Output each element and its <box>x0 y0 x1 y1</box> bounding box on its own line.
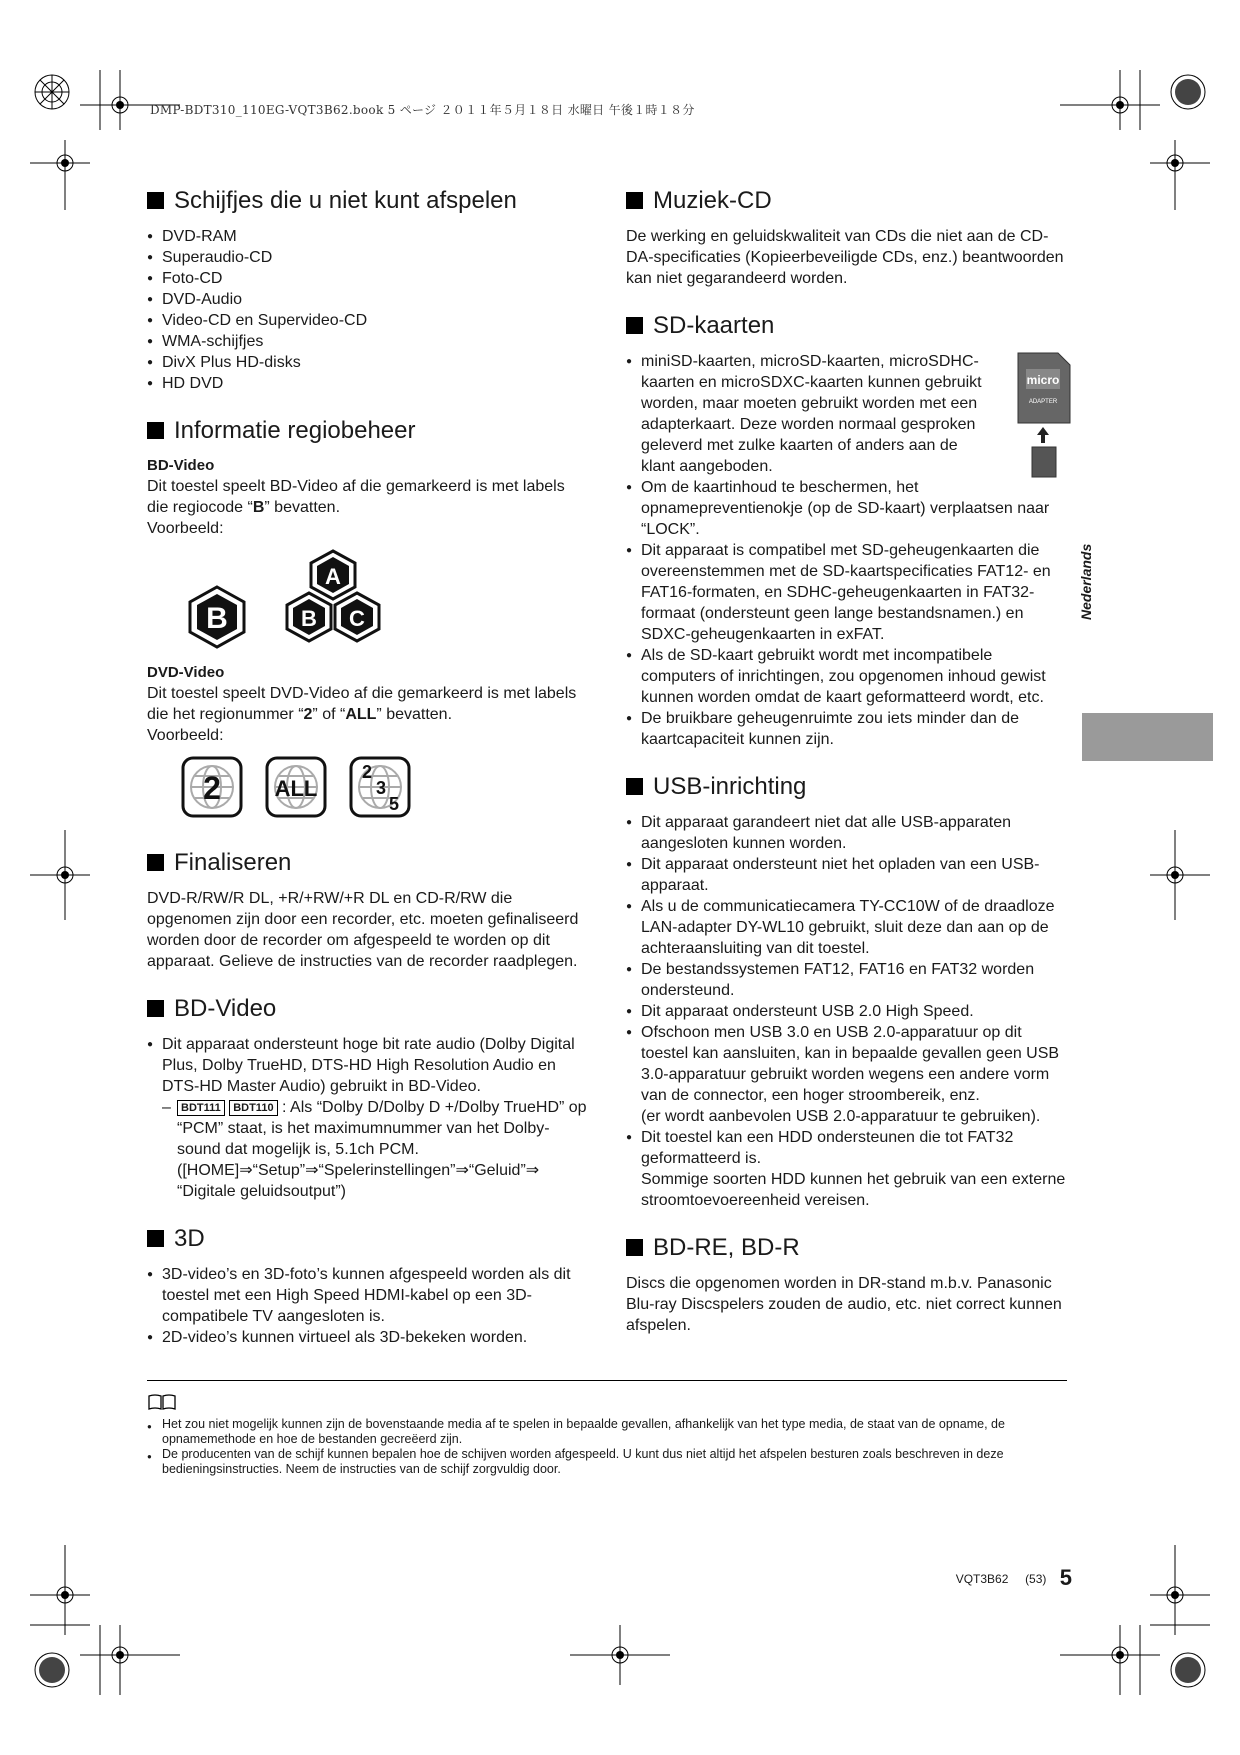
section-title: Informatie regiobeheer <box>174 417 416 444</box>
list-item: ● 3D-video’s en 3D-foto’s kunnen afgespeeld worden als dit toestel met een High Speed HDMI-kabel op een 3D-compatibele TV aangesloten is. <box>147 1264 587 1327</box>
bd-example-label: Voorbeeld: <box>147 520 224 537</box>
svg-text:2: 2 <box>361 762 373 782</box>
dvd-video-heading: DVD-Video <box>147 664 225 681</box>
svg-text:3: 3 <box>375 778 387 798</box>
model-badge: BDT111 <box>177 1100 225 1116</box>
usb-list <box>626 812 1066 1211</box>
svg-text:ALL: ALL <box>274 776 318 801</box>
registration-mark-bottom-left <box>30 1545 180 1695</box>
list-item: ● Dit apparaat garandeert niet dat alle USB-apparaten aangesloten kunnen worden. <box>626 812 1066 854</box>
list-item: ● 2D-video’s kunnen virtueel als 3D-bekeken worden. <box>147 1327 587 1348</box>
model-badge: BDT110 <box>229 1100 277 1116</box>
bd-region-text: Dit toestel speelt BD-Video af die gemarkeerd is met labels die regiocode “B” bevatten. <box>147 478 565 516</box>
square-bullet-icon <box>147 192 164 209</box>
list-item: ● Ofschoon men USB 3.0 en USB 2.0-apparatuur op dit toestel kan aansluiten, kan in bepaalde gevallen geen USB 3.0-apparatuur gebruikt worden wegens een andere vorm van de connector, een hoger stroombereik, enz. (er wordt aanbevolen USB 2.0-apparatuur te gebruiken). <box>626 1022 1066 1127</box>
finalize-text: DVD-R/RW/R DL, +R/+RW/+R DL en CD-R/RW die opgenomen zijn door een recorder, etc. moeten gefinaliseerd worden door de recorder om afgespeeld te worden op dit apparaat. Gelieve de instructies van de recorder raadplegen. <box>147 890 579 970</box>
section-title: Muziek-CD <box>653 187 772 214</box>
section-bdvideo <box>147 994 587 1202</box>
list-item: ● DivX Plus HD-disks <box>147 352 587 373</box>
list-item: ● Dit apparaat ondersteunt niet het opladen van een USB-apparaat. <box>626 854 1066 896</box>
section-sd <box>626 311 1066 750</box>
square-bullet-icon <box>626 192 643 209</box>
square-bullet-icon <box>626 778 643 795</box>
right-column <box>626 186 1066 1358</box>
svg-text:5: 5 <box>388 794 400 814</box>
list-item: ● DVD-RAM <box>147 226 587 247</box>
list-item: ● Dit toestel kan een HDD ondersteunen die tot FAT32 geformatteerd is. Sommige soorten HDD kunnen het gebruik van een externe stroomtoevoereenheid vereisen. <box>626 1127 1066 1211</box>
list-item: ● Video-CD en Supervideo-CD <box>147 310 587 331</box>
section-title: Finaliseren <box>174 849 292 876</box>
list-item: ● Dit apparaat ondersteunt USB 2.0 High Speed. <box>626 1001 1066 1022</box>
section-unplayable <box>147 186 587 394</box>
section-3d <box>147 1224 587 1348</box>
registration-mark-mid-left <box>30 830 90 920</box>
square-bullet-icon <box>626 317 643 334</box>
region-2-icon <box>181 756 243 818</box>
registration-mark-mid-right <box>1150 830 1210 920</box>
svg-text:B: B <box>206 602 228 635</box>
list-item: ● miniSD-kaarten, microSD-kaarten, microSDHC-kaarten en microSDXC-kaarten kunnen gebruikt worden, maar moeten gebruikt worden met een adapterkaart. Deze worden normaal gesproken geleverd met zulke kaarten of anders aan de klant aangeboden. <box>626 351 1066 477</box>
left-column <box>147 186 587 1370</box>
print-header: DMP-BDT310_110EG-VQT3B62.book 5 ページ ２０１１年５月１８日 水曜日 午後１時１８分 <box>150 103 695 117</box>
section-bdre <box>626 1233 1066 1336</box>
section-finalize <box>147 848 587 972</box>
section-usb <box>626 772 1066 1211</box>
region-b-icon <box>187 585 247 649</box>
doc-code: VQT3B62 <box>955 1572 1009 1586</box>
list-item: ● DVD-Audio <box>147 289 587 310</box>
bdvideo-subitem: – BDT111 BDT110 : Als “Dolby D/Dolby D +/Dolby TrueHD” op “PCM” staat, is het maximumnummer van het Dolby-sound dat mogelijk is, 5.1ch PCM. ([HOME]⇒“Setup”⇒“Spelerinstellingen”⇒“Geluid”⇒ “Digitale geluidsoutput”) <box>162 1099 587 1200</box>
list-item: ● Als u de communicatiecamera TY-CC10W of de draadloze LAN-adapter DY-WL10 gebruikt, sluit deze dan aan op de achteraansluiting van dit toestel. <box>626 896 1066 959</box>
page-number: 5 <box>1059 1565 1072 1590</box>
svg-text:A: A <box>325 564 341 589</box>
list-item: ● Superaudio-CD <box>147 247 587 268</box>
list-item: ● De bruikbare geheugenruimte zou iets minder dan de kaartcapaciteit kunnen zijn. <box>626 708 1066 750</box>
svg-text:micro: micro <box>1026 373 1060 387</box>
sub-page-number: (53) <box>1025 1572 1047 1586</box>
section-title: Schijfjes die u niet kunt afspelen <box>174 187 517 214</box>
language-tab-label: Nederlands <box>1078 543 1094 620</box>
musiccd-text: De werking en geluidskwaliteit van CDs die niet aan de CD-DA-specificaties (Kopieerbeveiligde CDs, enz.) beantwoorden kan niet gegarandeerd worden. <box>626 228 1064 287</box>
section-title: SD-kaarten <box>653 312 775 339</box>
square-bullet-icon <box>147 854 164 871</box>
hdd-power-note: Sommige soorten HDD kunnen het gebruik van een externe stroomtoevoereenheid vereisen. <box>641 1171 1066 1209</box>
square-bullet-icon <box>147 422 164 439</box>
registration-mark-bottom-center <box>570 1625 670 1685</box>
list-item: ● HD DVD <box>147 373 587 394</box>
note-item: ● Het zou niet mogelijk kunnen zijn de bovenstaande media af te spelen in bepaalde gevallen, afhankelijk van het type media, de staat van de opname, de opnamemethode en hoe de bestanden gecreëerd zijn. <box>147 1417 1067 1447</box>
section-title: BD-RE, BD-R <box>653 1234 800 1261</box>
square-bullet-icon <box>147 1000 164 1017</box>
note-item: ● De producenten van de schijf kunnen bepalen hoe de schijven worden afgespeeld. U kunt dus niet altijd het afspelen besturen zoals beschreven in deze bedieningsinstructies. Neem de instructies van de schijf zorgvuldig door. <box>147 1447 1067 1477</box>
square-bullet-icon <box>147 1230 164 1247</box>
list-item: ● Dit apparaat ondersteunt hoge bit rate audio (Dolby Digital Plus, Dolby TrueHD, DTS-HD High Resolution Audio en DTS-HD Master Audio) gebruikt in BD-Video. <box>147 1034 587 1097</box>
region-all-icon <box>265 756 327 818</box>
bd-video-heading: BD-Video <box>147 457 215 474</box>
list-item: ● Dit apparaat is compatibel met SD-geheugenkaarten die overeenstemmen met de SD-kaartspecificaties FAT12- en FAT16-formaten, en SDHC-geheugenkaarten in FAT32-formaat (ondersteunt geen lange bestandsnamen.) en SDXC-geheugenkaarten in exFAT. <box>626 540 1066 645</box>
list-item: ● Foto-CD <box>147 268 587 289</box>
section-musiccd <box>626 186 1066 289</box>
page-footer <box>956 1565 1072 1591</box>
section-title: BD-Video <box>174 995 277 1022</box>
dvd-example-label: Voorbeeld: <box>147 727 224 744</box>
list-item: ● WMA-schijfjes <box>147 331 587 352</box>
unplayable-list <box>147 226 587 394</box>
svg-text:B: B <box>301 606 317 631</box>
svg-text:ADAPTER: ADAPTER <box>1028 399 1058 405</box>
section-title: 3D <box>174 1225 205 1252</box>
list-item: ● Als de SD-kaart gebruikt wordt met incompatibele computers of inrichtingen, zou opgenomen inhoud gewist kunnen worden omdat de kaart geformatteerd wordt, etc. <box>626 645 1066 708</box>
menu-path: ([HOME]⇒“Setup”⇒“Spelerinstellingen”⇒“Geluid”⇒ “Digitale geluidsoutput”) <box>177 1162 540 1200</box>
list-item: ● De bestandssystemen FAT12, FAT16 en FAT32 worden ondersteund. <box>626 959 1066 1001</box>
region-abc-icon <box>281 549 385 649</box>
sd-list <box>626 351 1066 750</box>
bdre-text: Discs die opgenomen worden in DR-stand m.b.v. Panasonic Blu-ray Discspelers zouden de audio, etc. niet correct kunnen afspelen. <box>626 1275 1062 1334</box>
dvd-region-text: Dit toestel speelt DVD-Video af die gemarkeerd is met labels die het regionummer “2” of “ALL” bevatten. <box>147 685 577 723</box>
list-item: ● Om de kaartinhoud te beschermen, het opnamepreventienokje (op de SD-kaart) verplaatsen naar “LOCK”. <box>626 477 1066 540</box>
dvd-region-icons <box>147 746 587 834</box>
square-bullet-icon <box>626 1239 643 1256</box>
notes-section <box>147 1380 1067 1477</box>
svg-text:2: 2 <box>203 770 221 806</box>
region-235-icon <box>349 756 411 818</box>
language-tab-marker <box>1082 713 1213 761</box>
book-icon <box>147 1393 177 1411</box>
section-title: USB-inrichting <box>653 773 807 800</box>
registration-mark-bottom-right <box>1060 1545 1210 1695</box>
svg-text:C: C <box>349 606 365 631</box>
registration-mark-top-right <box>1060 70 1210 210</box>
usb-recommend-note: (er wordt aanbevolen USB 2.0-apparatuur te gebruiken). <box>641 1108 1041 1125</box>
section-region <box>147 416 587 834</box>
bd-region-icons <box>147 539 587 663</box>
